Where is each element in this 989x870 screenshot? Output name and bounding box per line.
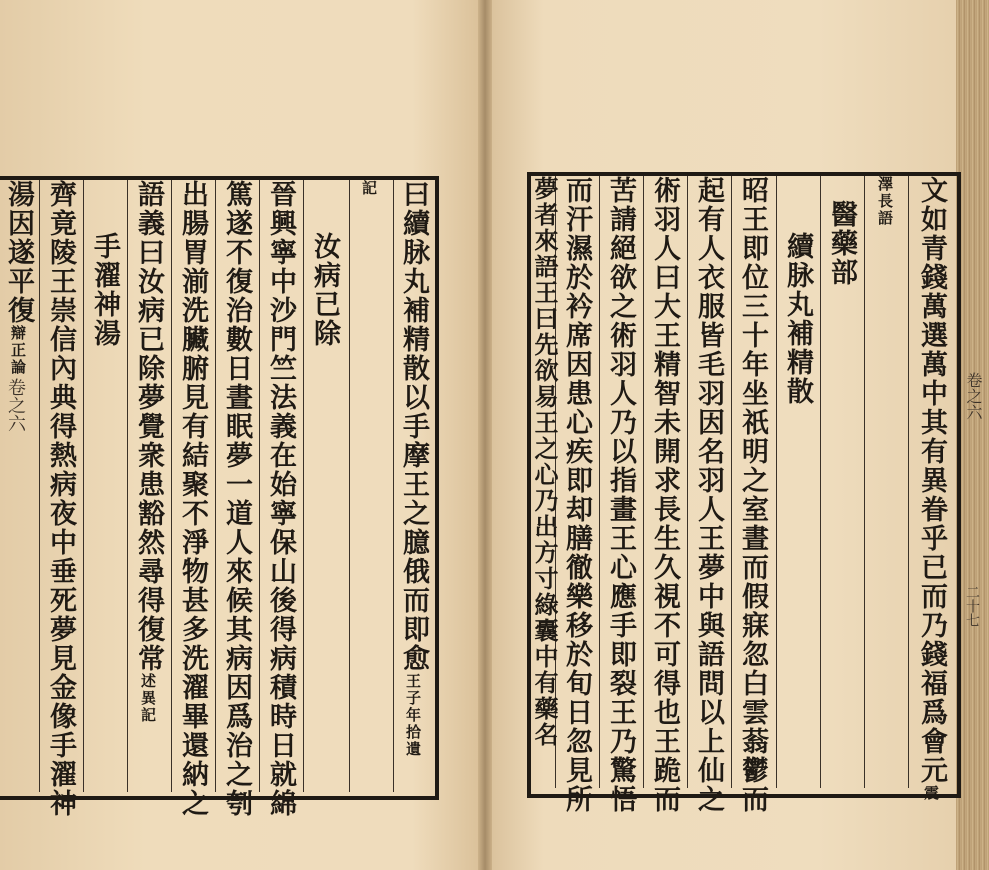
column-rule	[731, 176, 732, 788]
column-main-text: 起有人衣服皆毛羽因名羽人王夢中與語問以上仙之	[693, 176, 724, 814]
text-column	[352, 180, 386, 197]
section-heading	[779, 232, 815, 406]
section-heading	[823, 200, 859, 287]
column-main-text: 曰續脉丸補精散以手摩王之臆俄而即愈	[398, 180, 429, 673]
column-rule	[127, 180, 128, 792]
section-heading	[306, 232, 342, 348]
column-main-text: 術羽人曰大王精智未開求長生久視不可得也王跪而	[649, 176, 680, 814]
text-column	[912, 176, 950, 802]
column-rule	[215, 180, 216, 792]
column-main-text: 湯因遂平復	[3, 180, 34, 325]
column-main-text: 齊竟陵王崇信內典得熱病夜中垂死夢見金像手濯神	[45, 180, 76, 818]
column-rule	[39, 180, 40, 792]
column-rule	[599, 176, 600, 788]
column-main-text: 而汗濕於衿席因患心疾即却膳徹樂移於旬日忽見所	[561, 176, 592, 814]
text-column	[0, 180, 36, 376]
column-rule	[349, 180, 350, 792]
column-rule	[643, 176, 644, 788]
text-column	[130, 180, 166, 724]
text-column	[218, 180, 254, 818]
section-heading	[86, 232, 122, 348]
column-rule	[776, 176, 777, 788]
column-main-text: 續脉丸補精散	[782, 232, 813, 406]
column-main-text: 汝病已除	[309, 232, 340, 348]
column-main-text: 手濯神湯	[89, 232, 120, 348]
column-main-text: 語義曰汝病已除夢覺衆患豁然尋得復常	[133, 180, 164, 673]
column-rule	[687, 176, 688, 788]
left-fold-mark: 卷之六	[5, 378, 26, 432]
column-note-text: 澤長語	[876, 176, 894, 227]
text-column	[734, 176, 770, 814]
column-rule	[820, 176, 821, 788]
text-column	[646, 176, 682, 814]
text-column	[690, 176, 726, 814]
column-note-text: 記	[360, 180, 378, 197]
text-column	[262, 180, 298, 818]
column-rule	[83, 180, 84, 792]
column-main-text: 篤遂不復治數日晝眠夢一道人來候其病因爲治之刳	[221, 180, 252, 818]
text-column	[602, 176, 638, 814]
column-note-text: 王子年拾遺	[404, 673, 422, 758]
column-rule	[393, 180, 394, 792]
column-rule	[864, 176, 865, 788]
right-fold-page-number: 二十七	[964, 585, 980, 627]
column-main-text: 夢者來語王曰先欲易王之心乃出方寸綠囊中有藥名	[530, 176, 559, 748]
column-main-text: 文如青錢萬選萬中其有異眷乎已而乃錢福爲會元	[916, 176, 947, 785]
text-column	[558, 176, 594, 814]
text-column	[42, 180, 78, 818]
column-main-text: 苦請絕欲之術羽人乃以指畫王心應手即裂王乃驚悟	[605, 176, 636, 814]
right-fold-volume: 卷之六	[964, 372, 983, 420]
column-note-text: 述異記	[139, 673, 157, 724]
column-main-text: 晉興寧中沙門竺法義在始寧保山後得病積時日就綿	[265, 180, 296, 818]
column-note-text: 震	[922, 785, 940, 802]
column-note-text: 辯正論	[9, 325, 27, 376]
text-column	[530, 176, 559, 748]
column-rule	[303, 180, 304, 792]
column-rule	[908, 176, 909, 788]
text-column	[867, 176, 903, 227]
column-main-text: 醫藥部	[826, 200, 857, 287]
text-column	[396, 180, 430, 758]
column-rule	[171, 180, 172, 792]
book-gutter	[478, 0, 492, 870]
column-rule	[259, 180, 260, 792]
text-column	[174, 180, 210, 818]
column-main-text: 出腸胃湔洗臟腑見有結聚不淨物甚多洗濯畢還納之	[177, 180, 208, 818]
column-main-text: 昭王即位三十年坐祇明之室晝而假寐忽白雲蓊鬱而	[737, 176, 768, 814]
